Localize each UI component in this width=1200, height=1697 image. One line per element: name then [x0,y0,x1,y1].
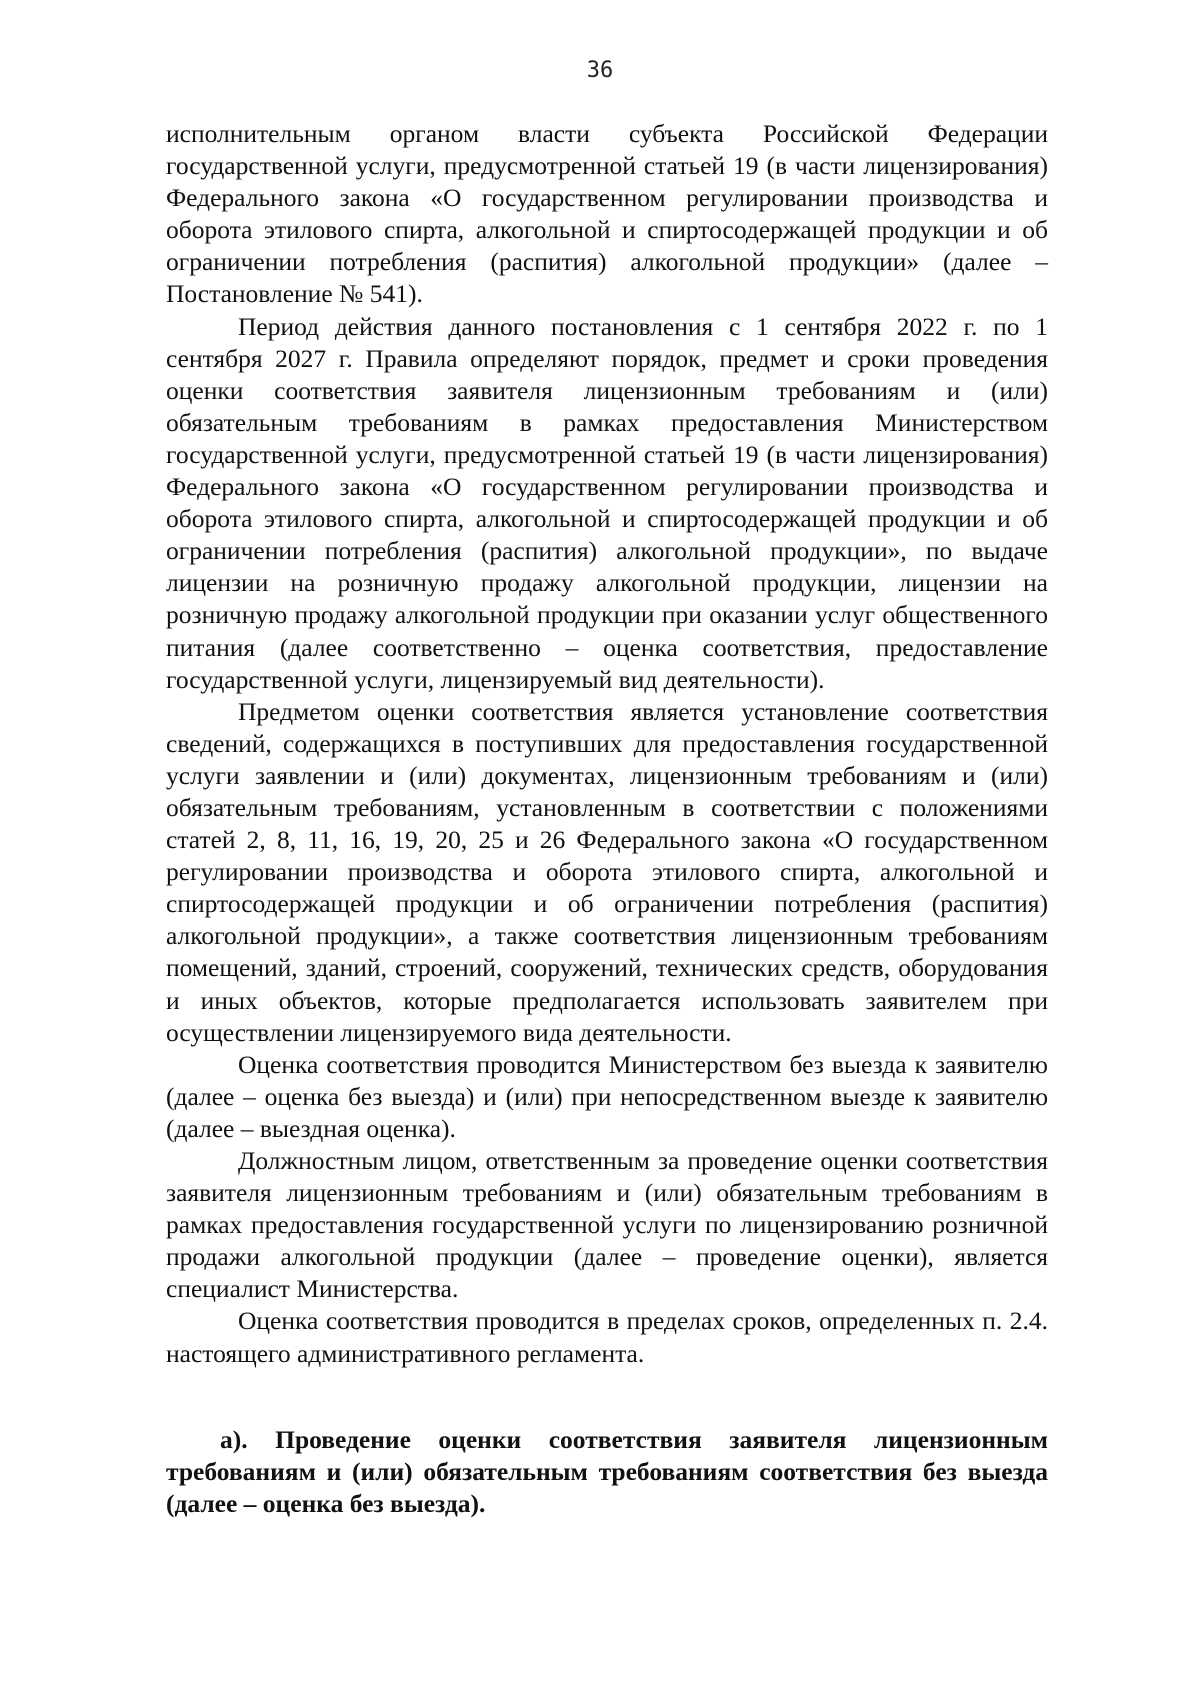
paragraph-continuation: исполнительным органом власти субъекта Российской Федерации государственной услуги, предусмотренной статьей 19 (в части лицензирования) Федерального закона «О государственном регулировании производства и оборота этилового спирта, алкогольной и спиртосодержащей продукции и об ограничении потребления (распития) алкогольной продукции» (далее – Постановление № 541). [166,119,1048,309]
paragraph-method: Оценка соответствия проводится Министерством без выезда к заявителю (далее – оценка без выезда) и (или) при непосредственном выезде к заявителю (далее – выездная оценка). [166,1049,1048,1143]
paragraph-period: Период действия данного постановления с 1 сентября 2022 г. по 1 сентября 2027 г. Правила определяют порядок, предмет и сроки проведения оценки соответствия заявителя лицензионным требованиям и (или) обязательным требованиям в рамках предоставления Министерством государственной услуги, предусмотренной статьей 19 (в части лицензирования) Федерального закона «О государственном регулировании производства и оборота этилового спирта, алкогольной и спиртосодержащей продукции и об ограничении потребления (распития) алкогольной продукции», по выдаче лицензии на розничную продажу алкогольной продукции, лицензии на розничную продажу алкогольной продукции при оказании услуг общественного питания (далее соответственно – оценка соответствия, предоставление государственной услуги, лицензируемый вид деятельности). [166,311,1048,694]
paragraph-terms: Оценка соответствия проводится в пределах сроков, определенных п. 2.4. настоящего административного регламента. [166,1306,1048,1368]
paragraph-subject: Предметом оценки соответствия является установление соответствия сведений, содержащихся в поступивших для предоставления государственной услуги заявлении и (или) документах, лицензионным требованиям и (или) обязательным требованиям, установленным в соответствии с положениями статей 2, 8, 11, 16, 19, 20, 25 и 26 Федерального закона «О государственном регулировании производства и оборота этилового спирта, алкогольной и спиртосодержащей продукции и об ограничении потребления (распития) алкогольной продукции», а также соответствия лицензионным требованиям помещений, зданий, строений, сооружений, технических средств, оборудования и иных объектов, которые предполагается использовать заявителем при осуществлении лицензируемого вида деятельности. [166,696,1048,1047]
document-body [166,118,1048,1520]
page-number: 36 [586,58,614,83]
section-heading: а). Проведение оценки соответствия заявителя лицензионным требованиям и (или) обязательным требованиям соответствия без выезда (далее – оценка без выезда). [166,1424,1048,1518]
paragraph-responsible: Должностным лицом, ответственным за проведение оценки соответствия заявителя лицензионным требованиям и (или) обязательным требованиям в рамках предоставления государственной услуги по лицензированию розничной продажи алкогольной продукции (далее – проведение оценки), является специалист Министерства. [166,1146,1048,1304]
